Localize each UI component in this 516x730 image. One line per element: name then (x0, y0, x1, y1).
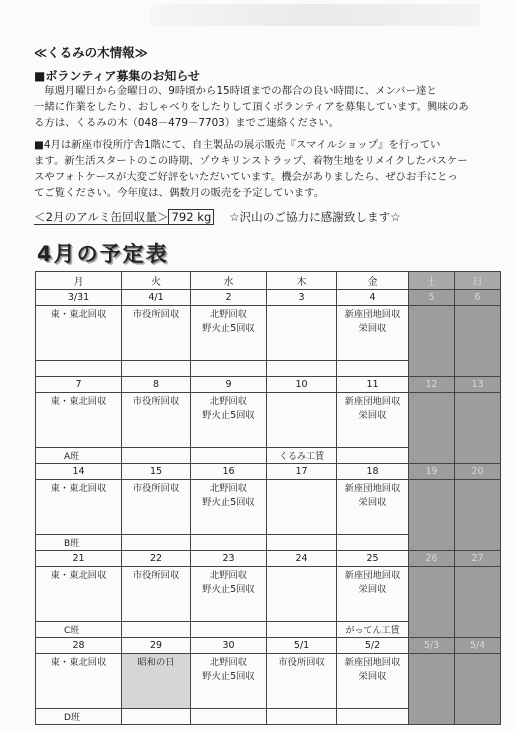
aluminum-amount: 792 (171, 210, 194, 224)
event-label: 新座団地回収 (344, 483, 401, 494)
date-cell-tue: 8 (122, 377, 191, 393)
event-label: 市役所回収 (278, 657, 325, 668)
aluminum-collection (34, 209, 484, 225)
event-label: 市役所回収 (132, 570, 180, 581)
date-cell-mon: 7 (36, 377, 122, 393)
event-cell-fri (337, 393, 409, 448)
event-cell-thu (267, 480, 337, 535)
date-cell-sun: 5/4 (455, 638, 501, 654)
event-label: 野火止5回収 (202, 671, 255, 682)
note-cell (122, 622, 191, 638)
event-label: 東・東北回収 (50, 309, 107, 320)
week-date-row (36, 464, 501, 480)
shop-line: ■4月は新座市役所庁舎1階にて、自主製品の展示販売『スマイルショップ』を行ってい (34, 139, 441, 151)
event-label: 栄回収 (358, 497, 387, 508)
calendar-header-row (36, 272, 501, 290)
note-cell (191, 535, 267, 551)
event-label: 野火止5回収 (202, 497, 255, 508)
note-cell (191, 448, 267, 464)
shop-paragraph (34, 137, 496, 201)
day-header-mon: 月 (36, 272, 122, 290)
weekend-cell (455, 480, 501, 551)
volunteer-line: 毎週月曜日から金曜日の、9時頃から15時頃までの都合の良い時間に、メンバー達と (44, 85, 437, 97)
volunteer-paragraph (34, 83, 496, 131)
date-cell-tue: 4/1 (122, 290, 191, 306)
date-cell-thu: 17 (267, 464, 337, 480)
weekend-cell (409, 567, 455, 638)
date-cell-sat: 12 (409, 377, 455, 393)
date-cell-mon: 14 (36, 464, 122, 480)
weekend-cell (409, 393, 455, 464)
date-cell-sun: 6 (455, 290, 501, 306)
event-label: 栄回収 (358, 671, 387, 682)
date-cell-wed: 2 (191, 290, 267, 306)
event-label: 昭和の日 (137, 657, 175, 668)
weekend-cell (455, 306, 501, 377)
schedule-title: 4月の予定表 (37, 242, 169, 266)
note-cell (337, 361, 409, 377)
event-label: 東・東北回収 (50, 396, 107, 407)
day-header-sat: 土 (409, 272, 455, 290)
event-label: 栄回収 (358, 410, 387, 421)
note-cell: がってん工賃 (337, 622, 409, 638)
date-cell-sat: 5 (409, 290, 455, 306)
event-cell-fri (337, 654, 409, 709)
event-cell-tue (122, 480, 191, 535)
note-cell (337, 709, 409, 725)
weekend-cell (455, 654, 501, 725)
event-cell-tue (122, 654, 191, 709)
day-header-sun: 日 (455, 272, 501, 290)
volunteer-line: る方は、くるみの木（048－479－7703）までご連絡ください。 (34, 117, 340, 129)
date-cell-wed: 9 (191, 377, 267, 393)
event-cell-tue (122, 393, 191, 448)
volunteer-line: 一緒に作業をしたり、おしゃべりをしたりして頂くボランティアを募集しています。興味のあ (34, 101, 469, 113)
day-header-thu: 木 (267, 272, 337, 290)
note-cell (337, 535, 409, 551)
aluminum-thanks: ☆沢山のご協力に感謝致します☆ (229, 210, 401, 224)
date-cell-mon: 28 (36, 638, 122, 654)
event-cell-wed (191, 654, 267, 709)
weekend-cell (409, 306, 455, 377)
date-cell-fri: 11 (337, 377, 409, 393)
event-cell-wed (191, 306, 267, 361)
date-cell-thu: 10 (267, 377, 337, 393)
note-cell (267, 361, 337, 377)
event-label: 新座団地回収 (344, 570, 401, 581)
event-cell-fri (337, 480, 409, 535)
date-cell-tue: 29 (122, 638, 191, 654)
event-label: 市役所回収 (132, 483, 180, 494)
event-label: 東・東北回収 (50, 483, 107, 494)
event-cell-thu (267, 654, 337, 709)
week-event-row (36, 480, 501, 535)
group-label: A班 (36, 448, 122, 464)
event-label: 北野回収 (209, 396, 248, 407)
weekend-cell (409, 654, 455, 725)
date-cell-fri: 4 (337, 290, 409, 306)
date-cell-mon: 3/31 (36, 290, 122, 306)
weekend-cell (455, 567, 501, 638)
date-cell-fri: 25 (337, 551, 409, 567)
date-cell-sun: 27 (455, 551, 501, 567)
event-label: 北野回収 (209, 483, 248, 494)
note-cell (191, 709, 267, 725)
event-label: 栄回収 (358, 584, 387, 595)
event-cell-mon (36, 480, 122, 535)
calendar-body (36, 290, 501, 725)
event-cell-thu (267, 393, 337, 448)
event-cell-thu (267, 306, 337, 361)
event-cell-mon (36, 306, 122, 361)
week-event-row (36, 393, 501, 448)
event-label: 北野回収 (209, 309, 248, 320)
shop-line: てご覧ください。今年度は、偶数月の販売を予定しています。 (34, 187, 325, 199)
note-cell (122, 709, 191, 725)
week-date-row (36, 551, 501, 567)
section-heading: ≪くるみの木情報≫ (34, 45, 148, 60)
date-cell-sun: 20 (455, 464, 501, 480)
date-cell-wed: 23 (191, 551, 267, 567)
event-label: 栄回収 (358, 323, 387, 334)
event-cell-tue (122, 567, 191, 622)
event-label: 新座団地回収 (344, 309, 401, 320)
day-header-tue: 火 (122, 272, 191, 290)
schedule-calendar (35, 271, 501, 725)
event-cell-mon (36, 654, 122, 709)
week-date-row (36, 377, 501, 393)
date-cell-sat: 19 (409, 464, 455, 480)
event-cell-wed (191, 567, 267, 622)
shop-line: スやフォトケースが大変ご好評をいただいています。機会がありましたら、ぜひお手にとっ (34, 171, 458, 183)
aluminum-amount-box (168, 209, 214, 225)
date-cell-tue: 22 (122, 551, 191, 567)
date-cell-mon: 21 (36, 551, 122, 567)
note-cell (337, 448, 409, 464)
event-cell-mon (36, 567, 122, 622)
note-cell (267, 709, 337, 725)
event-cell-thu (267, 567, 337, 622)
group-label: D班 (36, 709, 122, 725)
note-cell (122, 535, 191, 551)
event-cell-wed (191, 480, 267, 535)
event-label: 東・東北回収 (50, 657, 107, 668)
note-cell (122, 361, 191, 377)
week-event-row (36, 567, 501, 622)
event-cell-fri (337, 306, 409, 361)
week-date-row (36, 638, 501, 654)
group-label: B班 (36, 535, 122, 551)
event-label: 市役所回収 (132, 396, 180, 407)
note-cell (191, 361, 267, 377)
note-cell (191, 622, 267, 638)
date-cell-fri: 5/2 (337, 638, 409, 654)
aluminum-unit: kg (197, 210, 212, 224)
day-header-wed: 水 (191, 272, 267, 290)
event-label: 野火止5回収 (202, 323, 255, 334)
event-label: 野火止5回収 (202, 584, 255, 595)
date-cell-sat: 5/3 (409, 638, 455, 654)
event-label: 北野回収 (209, 657, 248, 668)
week-event-row (36, 654, 501, 709)
week-event-row (36, 306, 501, 361)
date-cell-sun: 13 (455, 377, 501, 393)
event-cell-wed (191, 393, 267, 448)
group-label: C班 (36, 622, 122, 638)
volunteer-title: ■ボランティア募集のお知らせ (34, 69, 201, 83)
event-label: 東・東北回収 (50, 570, 107, 581)
week-date-row (36, 290, 501, 306)
weekend-cell (455, 393, 501, 464)
day-header-fri: 金 (337, 272, 409, 290)
date-cell-tue: 15 (122, 464, 191, 480)
date-cell-wed: 16 (191, 464, 267, 480)
aluminum-label: ＜2月のアルミ缶回収量＞ (34, 210, 169, 224)
event-label: 北野回収 (209, 570, 248, 581)
event-label: 野火止5回収 (202, 410, 255, 421)
note-cell (267, 622, 337, 638)
event-cell-fri (337, 567, 409, 622)
date-cell-thu: 3 (267, 290, 337, 306)
date-cell-fri: 18 (337, 464, 409, 480)
event-label: 新座団地回収 (344, 657, 401, 668)
event-label: 市役所回収 (132, 309, 180, 320)
event-label: 新座団地回収 (344, 396, 401, 407)
event-cell-mon (36, 393, 122, 448)
date-cell-thu: 24 (267, 551, 337, 567)
event-cell-tue (122, 306, 191, 361)
date-cell-thu: 5/1 (267, 638, 337, 654)
date-cell-wed: 30 (191, 638, 267, 654)
shop-line: ます。新生活スタートのこの時期、ゾウキリンストラップ、着物生地をリメイクしたパスケー (34, 155, 468, 167)
note-cell (267, 535, 337, 551)
date-cell-sat: 26 (409, 551, 455, 567)
group-label (36, 361, 122, 377)
note-cell (122, 448, 191, 464)
faded-header-bleed (150, 4, 480, 26)
note-cell: くるみ工賃 (267, 448, 337, 464)
weekend-cell (409, 480, 455, 551)
